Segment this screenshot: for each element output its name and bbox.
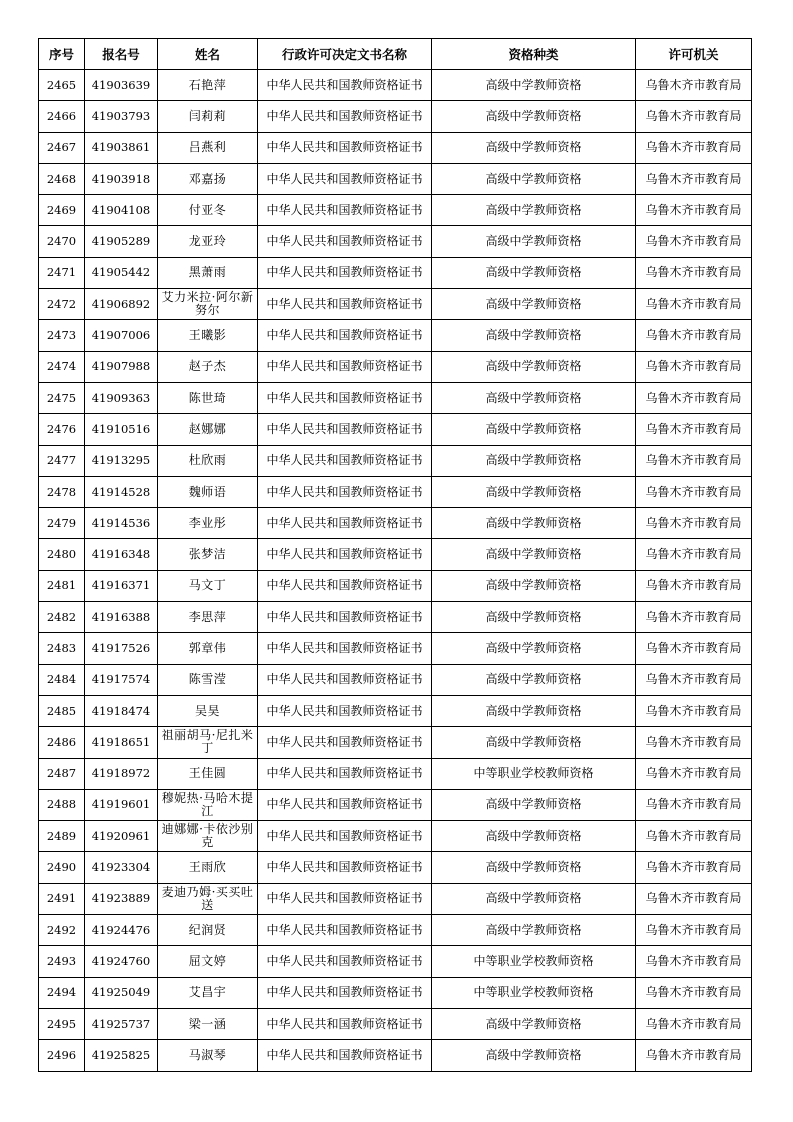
cell-qualification: 高级中学教师资格: [432, 382, 636, 413]
cell-authority: 乌鲁木齐市教育局: [636, 132, 752, 163]
cell-reg-no: 41917526: [85, 633, 158, 664]
cell-reg-no: 41905442: [85, 257, 158, 288]
cell-name: 艾昌宇: [158, 977, 258, 1008]
cell-document: 中华人民共和国教师资格证书: [258, 883, 432, 914]
cell-name: 魏师语: [158, 476, 258, 507]
cell-seq: 2492: [39, 915, 85, 946]
cell-seq: 2491: [39, 883, 85, 914]
cell-qualification: 高级中学教师资格: [432, 257, 636, 288]
cell-name: 李业彤: [158, 508, 258, 539]
cell-seq: 2486: [39, 727, 85, 758]
cell-name: 马文丁: [158, 570, 258, 601]
cell-name: 艾力米拉·阿尔新努尔: [158, 289, 258, 320]
cell-seq: 2476: [39, 414, 85, 445]
cell-seq: 2472: [39, 289, 85, 320]
cell-authority: 乌鲁木齐市教育局: [636, 664, 752, 695]
cell-document: 中华人民共和国教师资格证书: [258, 633, 432, 664]
cell-document: 中华人民共和国教师资格证书: [258, 1008, 432, 1039]
cell-qualification: 高级中学教师资格: [432, 414, 636, 445]
cell-name: 王佳圆: [158, 758, 258, 789]
cell-name: 梁一涵: [158, 1008, 258, 1039]
cell-qualification: 高级中学教师资格: [432, 602, 636, 633]
cell-qualification: 高级中学教师资格: [432, 163, 636, 194]
cell-reg-no: 41910516: [85, 414, 158, 445]
cell-reg-no: 41918474: [85, 695, 158, 726]
table-row: [39, 195, 752, 226]
cell-qualification: 高级中学教师资格: [432, 789, 636, 820]
cell-authority: 乌鲁木齐市教育局: [636, 508, 752, 539]
table-row: [39, 821, 752, 852]
table-body: [39, 70, 752, 1072]
cell-authority: 乌鲁木齐市教育局: [636, 789, 752, 820]
cell-qualification: 中等职业学校教师资格: [432, 758, 636, 789]
cell-document: 中华人民共和国教师资格证书: [258, 289, 432, 320]
cell-seq: 2481: [39, 570, 85, 601]
cell-name: 杜欣雨: [158, 445, 258, 476]
cell-name: 赵子杰: [158, 351, 258, 382]
cell-reg-no: 41916388: [85, 602, 158, 633]
cell-name: 龙亚玲: [158, 226, 258, 257]
cell-authority: 乌鲁木齐市教育局: [636, 289, 752, 320]
cell-authority: 乌鲁木齐市教育局: [636, 445, 752, 476]
table-row: [39, 664, 752, 695]
table-row: [39, 789, 752, 820]
cell-reg-no: 41916348: [85, 539, 158, 570]
cell-qualification: 高级中学教师资格: [432, 821, 636, 852]
cell-document: 中华人民共和国教师资格证书: [258, 789, 432, 820]
cell-reg-no: 41903918: [85, 163, 158, 194]
table-row: [39, 476, 752, 507]
table-row: [39, 382, 752, 413]
cell-authority: 乌鲁木齐市教育局: [636, 695, 752, 726]
cell-seq: 2487: [39, 758, 85, 789]
cell-seq: 2490: [39, 852, 85, 883]
cell-qualification: 高级中学教师资格: [432, 289, 636, 320]
cell-reg-no: 41923889: [85, 883, 158, 914]
cell-authority: 乌鲁木齐市教育局: [636, 1040, 752, 1071]
cell-authority: 乌鲁木齐市教育局: [636, 852, 752, 883]
cell-name: 赵娜娜: [158, 414, 258, 445]
table-row: [39, 289, 752, 320]
cell-qualification: 高级中学教师资格: [432, 883, 636, 914]
cell-authority: 乌鲁木齐市教育局: [636, 70, 752, 101]
cell-authority: 乌鲁木齐市教育局: [636, 257, 752, 288]
table-row: [39, 351, 752, 382]
cell-document: 中华人民共和国教师资格证书: [258, 70, 432, 101]
cell-seq: 2484: [39, 664, 85, 695]
table-row: [39, 132, 752, 163]
cell-reg-no: 41916371: [85, 570, 158, 601]
table-row: [39, 602, 752, 633]
cell-authority: 乌鲁木齐市教育局: [636, 977, 752, 1008]
cell-document: 中华人民共和国教师资格证书: [258, 445, 432, 476]
cell-authority: 乌鲁木齐市教育局: [636, 1008, 752, 1039]
cell-name: 祖丽胡马·尼扎米丁: [158, 727, 258, 758]
cell-authority: 乌鲁木齐市教育局: [636, 320, 752, 351]
cell-seq: 2477: [39, 445, 85, 476]
cell-name: 屈文婷: [158, 946, 258, 977]
cell-reg-no: 41923304: [85, 852, 158, 883]
cell-seq: 2469: [39, 195, 85, 226]
cell-authority: 乌鲁木齐市教育局: [636, 414, 752, 445]
cell-document: 中华人民共和国教师资格证书: [258, 163, 432, 194]
cell-reg-no: 41925049: [85, 977, 158, 1008]
header-seq: 序号: [39, 39, 85, 70]
cell-name: 张梦洁: [158, 539, 258, 570]
cell-reg-no: 41907988: [85, 351, 158, 382]
cell-reg-no: 41904108: [85, 195, 158, 226]
cell-qualification: 高级中学教师资格: [432, 351, 636, 382]
table-row: [39, 883, 752, 914]
cell-document: 中华人民共和国教师资格证书: [258, 476, 432, 507]
cell-seq: 2485: [39, 695, 85, 726]
cell-name: 郭章伟: [158, 633, 258, 664]
table-row: [39, 1008, 752, 1039]
cell-document: 中华人民共和国教师资格证书: [258, 539, 432, 570]
cell-authority: 乌鲁木齐市教育局: [636, 758, 752, 789]
cell-qualification: 高级中学教师资格: [432, 101, 636, 132]
cell-document: 中华人民共和国教师资格证书: [258, 226, 432, 257]
cell-document: 中华人民共和国教师资格证书: [258, 195, 432, 226]
cell-reg-no: 41906892: [85, 289, 158, 320]
cell-authority: 乌鲁木齐市教育局: [636, 821, 752, 852]
cell-qualification: 高级中学教师资格: [432, 570, 636, 601]
cell-seq: 2475: [39, 382, 85, 413]
table-row: [39, 414, 752, 445]
cell-qualification: 高级中学教师资格: [432, 664, 636, 695]
table-row: [39, 226, 752, 257]
cell-document: 中华人民共和国教师资格证书: [258, 1040, 432, 1071]
cell-seq: 2493: [39, 946, 85, 977]
cell-qualification: 高级中学教师资格: [432, 195, 636, 226]
cell-qualification: 高级中学教师资格: [432, 1008, 636, 1039]
cell-qualification: 中等职业学校教师资格: [432, 977, 636, 1008]
cell-seq: 2471: [39, 257, 85, 288]
cell-reg-no: 41920961: [85, 821, 158, 852]
cell-seq: 2496: [39, 1040, 85, 1071]
cell-name: 纪润贤: [158, 915, 258, 946]
cell-document: 中华人民共和国教师资格证书: [258, 602, 432, 633]
cell-authority: 乌鲁木齐市教育局: [636, 539, 752, 570]
cell-authority: 乌鲁木齐市教育局: [636, 946, 752, 977]
table-row: [39, 163, 752, 194]
cell-seq: 2495: [39, 1008, 85, 1039]
cell-document: 中华人民共和国教师资格证书: [258, 382, 432, 413]
cell-qualification: 高级中学教师资格: [432, 508, 636, 539]
cell-qualification: 高级中学教师资格: [432, 852, 636, 883]
cell-qualification: 高级中学教师资格: [432, 1040, 636, 1071]
cell-qualification: 高级中学教师资格: [432, 695, 636, 726]
cell-seq: 2466: [39, 101, 85, 132]
cell-authority: 乌鲁木齐市教育局: [636, 101, 752, 132]
table-row: [39, 633, 752, 664]
cell-reg-no: 41925737: [85, 1008, 158, 1039]
cell-document: 中华人民共和国教师资格证书: [258, 821, 432, 852]
cell-seq: 2473: [39, 320, 85, 351]
cell-name: 麦迪乃姆·买买吐送: [158, 883, 258, 914]
cell-qualification: 高级中学教师资格: [432, 70, 636, 101]
cell-authority: 乌鲁木齐市教育局: [636, 476, 752, 507]
header-qualification: 资格种类: [432, 39, 636, 70]
cell-qualification: 高级中学教师资格: [432, 727, 636, 758]
cell-qualification: 高级中学教师资格: [432, 320, 636, 351]
table-row: [39, 758, 752, 789]
cell-seq: 2489: [39, 821, 85, 852]
cell-document: 中华人民共和国教师资格证书: [258, 414, 432, 445]
cell-name: 陈世琦: [158, 382, 258, 413]
cell-authority: 乌鲁木齐市教育局: [636, 727, 752, 758]
cell-reg-no: 41903861: [85, 132, 158, 163]
cell-document: 中华人民共和国教师资格证书: [258, 101, 432, 132]
cell-qualification: 高级中学教师资格: [432, 445, 636, 476]
header-authority: 许可机关: [636, 39, 752, 70]
table-row: [39, 946, 752, 977]
cell-document: 中华人民共和国教师资格证书: [258, 695, 432, 726]
cell-reg-no: 41913295: [85, 445, 158, 476]
cell-seq: 2483: [39, 633, 85, 664]
cell-authority: 乌鲁木齐市教育局: [636, 351, 752, 382]
cell-qualification: 高级中学教师资格: [432, 226, 636, 257]
cell-reg-no: 41919601: [85, 789, 158, 820]
cell-document: 中华人民共和国教师资格证书: [258, 727, 432, 758]
cell-document: 中华人民共和国教师资格证书: [258, 508, 432, 539]
table-row: [39, 101, 752, 132]
table-row: [39, 727, 752, 758]
cell-reg-no: 41903793: [85, 101, 158, 132]
cell-name: 闫莉莉: [158, 101, 258, 132]
cell-name: 王雨欣: [158, 852, 258, 883]
table-row: [39, 257, 752, 288]
cell-name: 陈雪滢: [158, 664, 258, 695]
header-document: 行政许可决定文书名称: [258, 39, 432, 70]
cell-authority: 乌鲁木齐市教育局: [636, 570, 752, 601]
cell-reg-no: 41924476: [85, 915, 158, 946]
table-row: [39, 445, 752, 476]
table-row: [39, 977, 752, 1008]
cell-qualification: 高级中学教师资格: [432, 633, 636, 664]
header-reg-no: 报名号: [85, 39, 158, 70]
cell-authority: 乌鲁木齐市教育局: [636, 633, 752, 664]
cell-document: 中华人民共和国教师资格证书: [258, 758, 432, 789]
cell-reg-no: 41903639: [85, 70, 158, 101]
teacher-certificate-table: [38, 38, 752, 1072]
cell-seq: 2478: [39, 476, 85, 507]
cell-qualification: 高级中学教师资格: [432, 539, 636, 570]
cell-reg-no: 41917574: [85, 664, 158, 695]
cell-name: 付亚冬: [158, 195, 258, 226]
cell-authority: 乌鲁木齐市教育局: [636, 602, 752, 633]
cell-document: 中华人民共和国教师资格证书: [258, 852, 432, 883]
cell-qualification: 中等职业学校教师资格: [432, 946, 636, 977]
table-row: [39, 570, 752, 601]
table-row: [39, 1040, 752, 1071]
cell-document: 中华人民共和国教师资格证书: [258, 570, 432, 601]
cell-qualification: 高级中学教师资格: [432, 915, 636, 946]
table-row: [39, 695, 752, 726]
cell-name: 马淑琴: [158, 1040, 258, 1071]
table-row: [39, 852, 752, 883]
cell-reg-no: 41905289: [85, 226, 158, 257]
cell-seq: 2467: [39, 132, 85, 163]
table-row: [39, 320, 752, 351]
cell-document: 中华人民共和国教师资格证书: [258, 915, 432, 946]
header-name: 姓名: [158, 39, 258, 70]
cell-seq: 2465: [39, 70, 85, 101]
cell-document: 中华人民共和国教师资格证书: [258, 351, 432, 382]
cell-seq: 2488: [39, 789, 85, 820]
table-row: [39, 539, 752, 570]
cell-name: 迪娜娜·卡依沙别克: [158, 821, 258, 852]
cell-name: 王曦影: [158, 320, 258, 351]
cell-document: 中华人民共和国教师资格证书: [258, 320, 432, 351]
table-header-row: [39, 39, 752, 70]
cell-reg-no: 41914536: [85, 508, 158, 539]
cell-document: 中华人民共和国教师资格证书: [258, 257, 432, 288]
cell-reg-no: 41907006: [85, 320, 158, 351]
cell-authority: 乌鲁木齐市教育局: [636, 163, 752, 194]
cell-seq: 2468: [39, 163, 85, 194]
cell-authority: 乌鲁木齐市教育局: [636, 883, 752, 914]
cell-name: 吴昊: [158, 695, 258, 726]
cell-document: 中华人民共和国教师资格证书: [258, 664, 432, 695]
cell-seq: 2470: [39, 226, 85, 257]
cell-authority: 乌鲁木齐市教育局: [636, 382, 752, 413]
cell-name: 吕燕利: [158, 132, 258, 163]
cell-seq: 2482: [39, 602, 85, 633]
cell-document: 中华人民共和国教师资格证书: [258, 946, 432, 977]
cell-name: 李思萍: [158, 602, 258, 633]
cell-reg-no: 41909363: [85, 382, 158, 413]
cell-name: 穆妮热·马哈木提江: [158, 789, 258, 820]
cell-name: 石艳萍: [158, 70, 258, 101]
cell-authority: 乌鲁木齐市教育局: [636, 915, 752, 946]
cell-document: 中华人民共和国教师资格证书: [258, 132, 432, 163]
cell-seq: 2479: [39, 508, 85, 539]
cell-authority: 乌鲁木齐市教育局: [636, 195, 752, 226]
cell-reg-no: 41914528: [85, 476, 158, 507]
cell-authority: 乌鲁木齐市教育局: [636, 226, 752, 257]
cell-document: 中华人民共和国教师资格证书: [258, 977, 432, 1008]
cell-reg-no: 41918651: [85, 727, 158, 758]
cell-reg-no: 41925825: [85, 1040, 158, 1071]
table-row: [39, 508, 752, 539]
cell-reg-no: 41918972: [85, 758, 158, 789]
cell-qualification: 高级中学教师资格: [432, 132, 636, 163]
cell-name: 黑萧雨: [158, 257, 258, 288]
table-row: [39, 70, 752, 101]
cell-qualification: 高级中学教师资格: [432, 476, 636, 507]
cell-name: 邓嘉扬: [158, 163, 258, 194]
cell-reg-no: 41924760: [85, 946, 158, 977]
table-row: [39, 915, 752, 946]
cell-seq: 2494: [39, 977, 85, 1008]
cell-seq: 2480: [39, 539, 85, 570]
cell-seq: 2474: [39, 351, 85, 382]
